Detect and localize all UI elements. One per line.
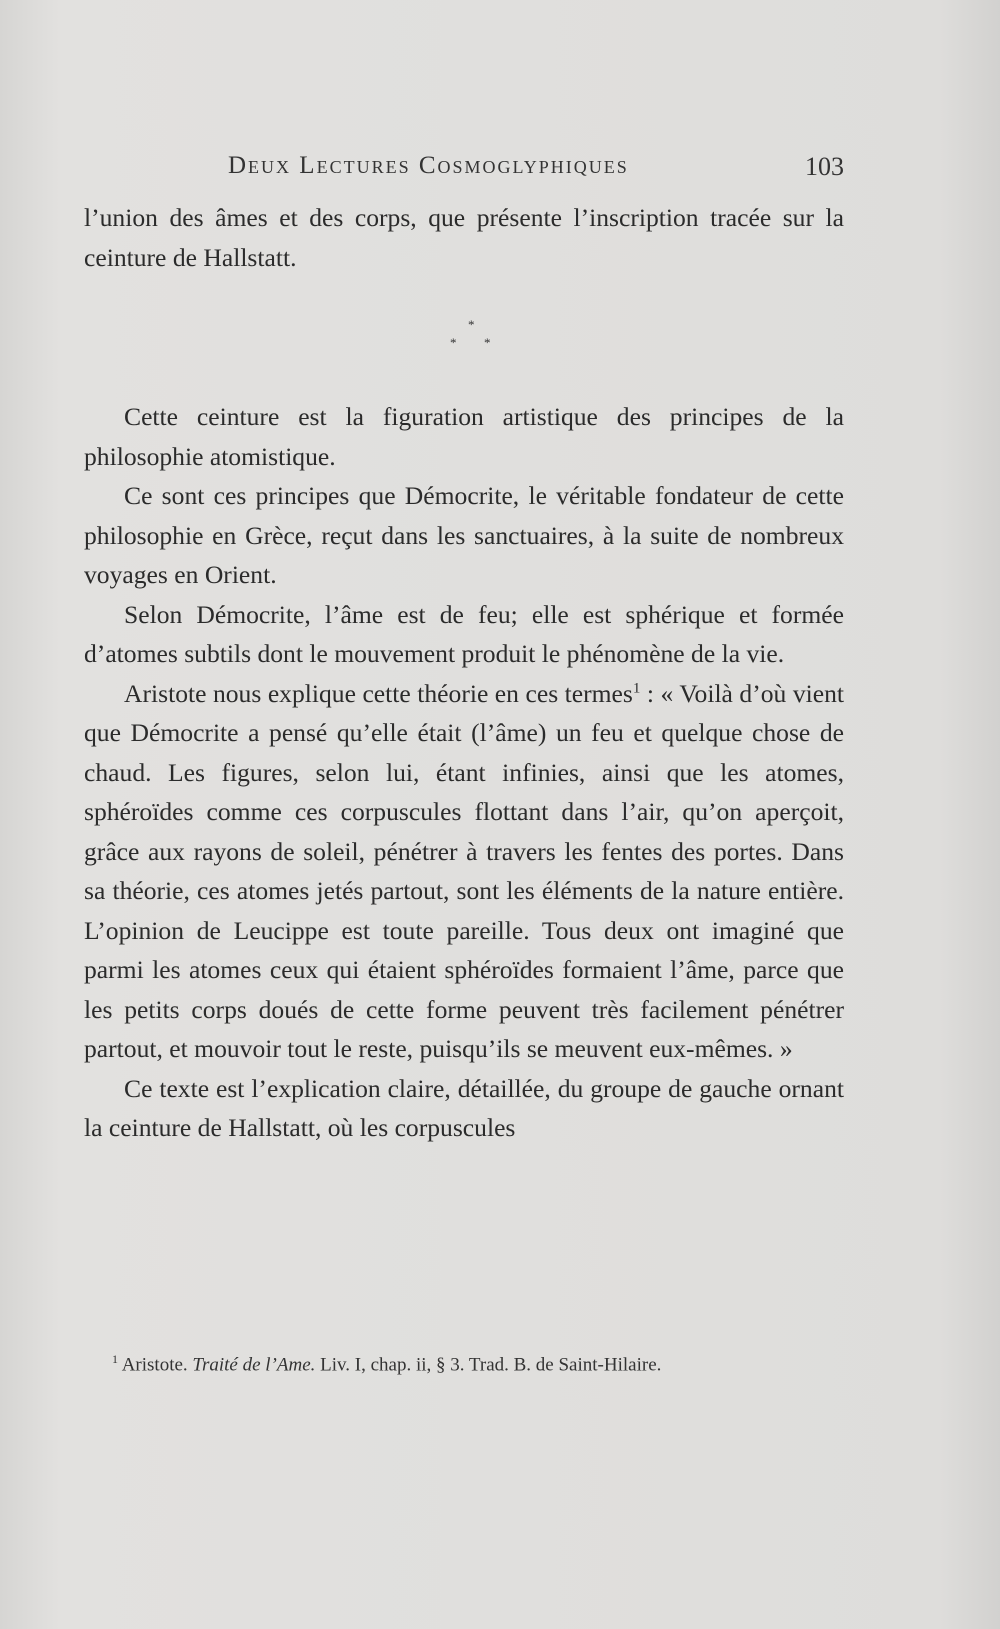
paragraph-1: l’union des âmes et des corps, que présente l’inscription tracée sur la ceinture de Hallstatt. — [84, 203, 844, 272]
paragraph-aristote — [84, 674, 844, 1069]
page-number: 103 — [805, 152, 844, 181]
footnote-title: Traité de l’Ame. — [192, 1354, 316, 1376]
footnote-rest: Liv. I, chap. ii, § 3. Trad. B. de Saint-Hilaire. — [315, 1354, 662, 1376]
paragraph-6: Ce texte est l’explication claire, détaillée, du groupe de gauche ornant la ceinture de Hallstatt, où les corpuscules — [84, 1073, 844, 1142]
paragraph-3: Ce sont ces principes que Démocrite, le véritable fondateur de cette philosophie en Grèce, reçut dans les sanctuaires, à la suite de nombreux voyages en Orient. — [84, 481, 844, 589]
paragraph-4: Selon Démocrite, l’âme est de feu; elle est sphérique et formée d’atomes subtils dont le mouvement produit le phénomène de la vie. — [84, 599, 844, 668]
star-icon: * — [484, 335, 491, 350]
footnote-mark: 1 — [112, 1352, 118, 1366]
star-icon: * — [468, 317, 475, 332]
footnote-reference: 1 — [632, 679, 641, 696]
main-text — [84, 198, 844, 1148]
paragraph-2: Cette ceinture est la figuration artistique des principes de la philosophie atomistique. — [84, 402, 844, 471]
asterism-divider — [84, 277, 844, 397]
running-title: Deux Lectures Cosmoglyphiques — [228, 152, 629, 179]
star-icon: * — [450, 335, 457, 350]
footnote — [112, 1352, 842, 1376]
page-header — [84, 152, 844, 192]
aristote-text-before: Aristote nous explique cette théorie en ces termes — [124, 678, 633, 708]
aristote-quote: : « Voilà d’où vient que Démocrite a pensé qu’elle était (l’âme) un feu et quelque chose de chaud. Les figures, selon lui, étant infinies, ainsi que les atomes, sphéroïdes comme ces corpuscules flottant dans l’air, qu’on aperçoit, grâce aux rayons de soleil, pénétrer à travers les fentes des portes. Dans sa théorie, ces atomes jetés partout, sont les éléments de la nature entière. L’opinion de Leucippe est toute pareille. Tous deux ont imaginé que parmi les atomes ceux qui étaient sphéroïdes formaient l’âme, parce que les petits corps doués de cette forme peuvent très facilement pénétrer partout, et mouvoir tout le reste, puisqu’ils se meuvent eux-mêmes. » — [84, 678, 845, 1063]
footnote-author: Aristote. — [121, 1354, 193, 1376]
